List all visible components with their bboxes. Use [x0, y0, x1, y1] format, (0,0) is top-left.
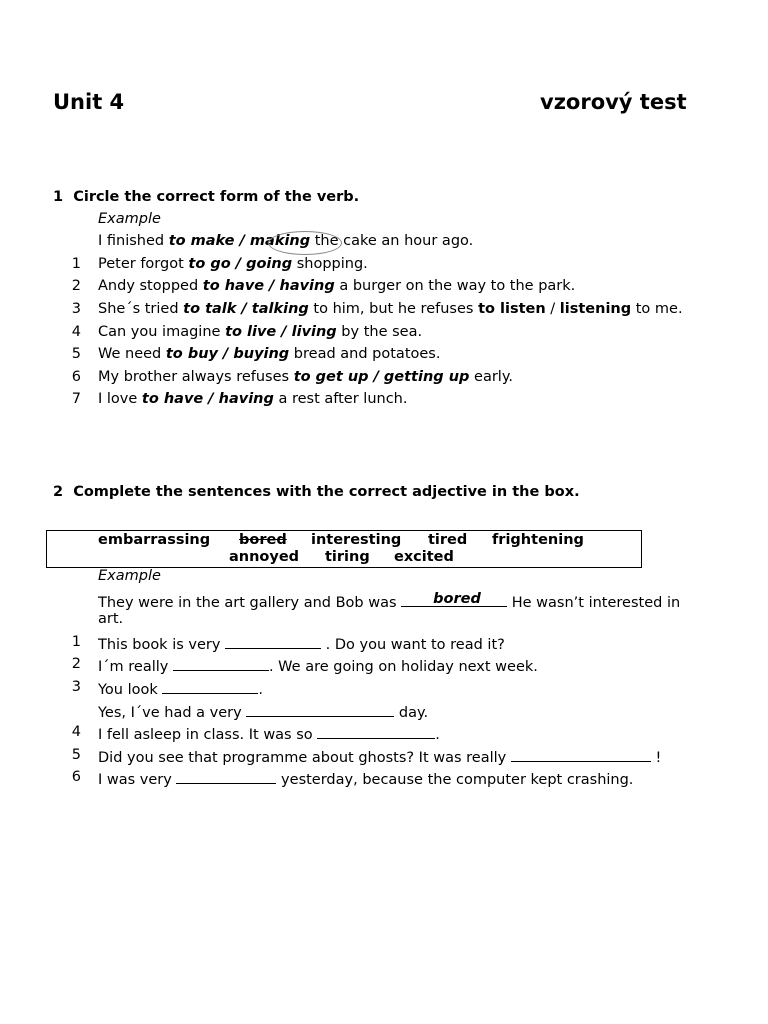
- answer-blank[interactable]: [225, 634, 321, 649]
- answer-blank[interactable]: [162, 679, 258, 694]
- example-answer: bored: [433, 591, 481, 607]
- exercise-1-heading: [53, 189, 359, 205]
- item-number: 4: [71, 324, 81, 340]
- word-box-word: tired: [428, 532, 468, 548]
- word-box-word: annoyed: [229, 549, 300, 565]
- exercise-1-item: Peter forgot to go / going shopping.: [98, 256, 368, 272]
- exercise-2-item: I´m really . We are going on holiday next week.: [98, 656, 538, 675]
- word-box-word: excited: [394, 549, 454, 565]
- word-box-word: interesting: [311, 532, 402, 548]
- answer-blank[interactable]: [173, 656, 269, 671]
- example-answer-circle: [268, 231, 342, 255]
- exercise-2-example-cont: art.: [98, 611, 124, 627]
- item-number: 2: [71, 656, 81, 672]
- answer-blank[interactable]: [246, 702, 394, 717]
- exercise-2-item: Did you see that programme about ghosts? It was really !: [98, 747, 661, 766]
- exercise-1-item: We need to buy / buying bread and potatoes.: [98, 346, 441, 362]
- exercise-2-item: Yes, I´ve had a very day.: [98, 702, 428, 721]
- item-number: 3: [71, 301, 81, 317]
- answer-blank[interactable]: [176, 769, 276, 784]
- item-number: 3: [71, 679, 81, 695]
- item-number: 1: [71, 634, 81, 650]
- exercise-2-item: I fell asleep in class. It was so .: [98, 724, 440, 743]
- exercise-1-item: Andy stopped to have / having a burger on the way to the park.: [98, 278, 576, 294]
- exercise-2-heading: [53, 484, 580, 500]
- answer-blank[interactable]: [317, 724, 435, 739]
- item-number: 2: [71, 278, 81, 294]
- exercise-2-number: 2: [53, 484, 64, 500]
- exercise-1-instruction: Circle the correct form of the verb.: [73, 189, 360, 205]
- item-number: 4: [71, 724, 81, 740]
- answer-blank[interactable]: [511, 747, 651, 762]
- exercise-1-example: I finished to make / making the cake an hour ago.: [98, 233, 474, 249]
- word-box-word: tiring: [325, 549, 370, 565]
- item-number: 6: [71, 769, 81, 785]
- item-number: 5: [71, 346, 81, 362]
- test-title: vzorový test: [540, 90, 687, 114]
- exercise-1-example-label: Example: [98, 211, 161, 227]
- exercise-2-instruction: Complete the sentences with the correct adjective in the box.: [73, 484, 580, 500]
- item-number: 6: [71, 369, 81, 385]
- item-number: 5: [71, 747, 81, 763]
- item-number: 1: [71, 256, 81, 272]
- word-box-word-crossed: bored: [239, 532, 287, 548]
- unit-title: Unit 4: [53, 90, 125, 114]
- word-box-word: embarrassing: [98, 532, 211, 548]
- exercise-2-example: They were in the art gallery and Bob was bored He wasn’t interested in: [98, 591, 681, 611]
- item-number: 7: [71, 391, 81, 407]
- exercise-2-item: I was very yesterday, because the computer kept crashing.: [98, 769, 633, 788]
- exercise-1-item: I love to have / having a rest after lunch.: [98, 391, 408, 407]
- word-box-word: frightening: [492, 532, 584, 548]
- exercise-1-item: Can you imagine to live / living by the sea.: [98, 324, 423, 340]
- exercise-2-item: You look .: [98, 679, 263, 698]
- exercise-1-number: 1: [53, 189, 64, 205]
- exercise-2-example-label: Example: [98, 568, 161, 584]
- exercise-1-item: She´s tried to talk / talking to him, but he refuses to listen / listening to me.: [98, 301, 683, 317]
- exercise-2-item: This book is very . Do you want to read it?: [98, 634, 505, 653]
- exercise-1-item: My brother always refuses to get up / getting up early.: [98, 369, 513, 385]
